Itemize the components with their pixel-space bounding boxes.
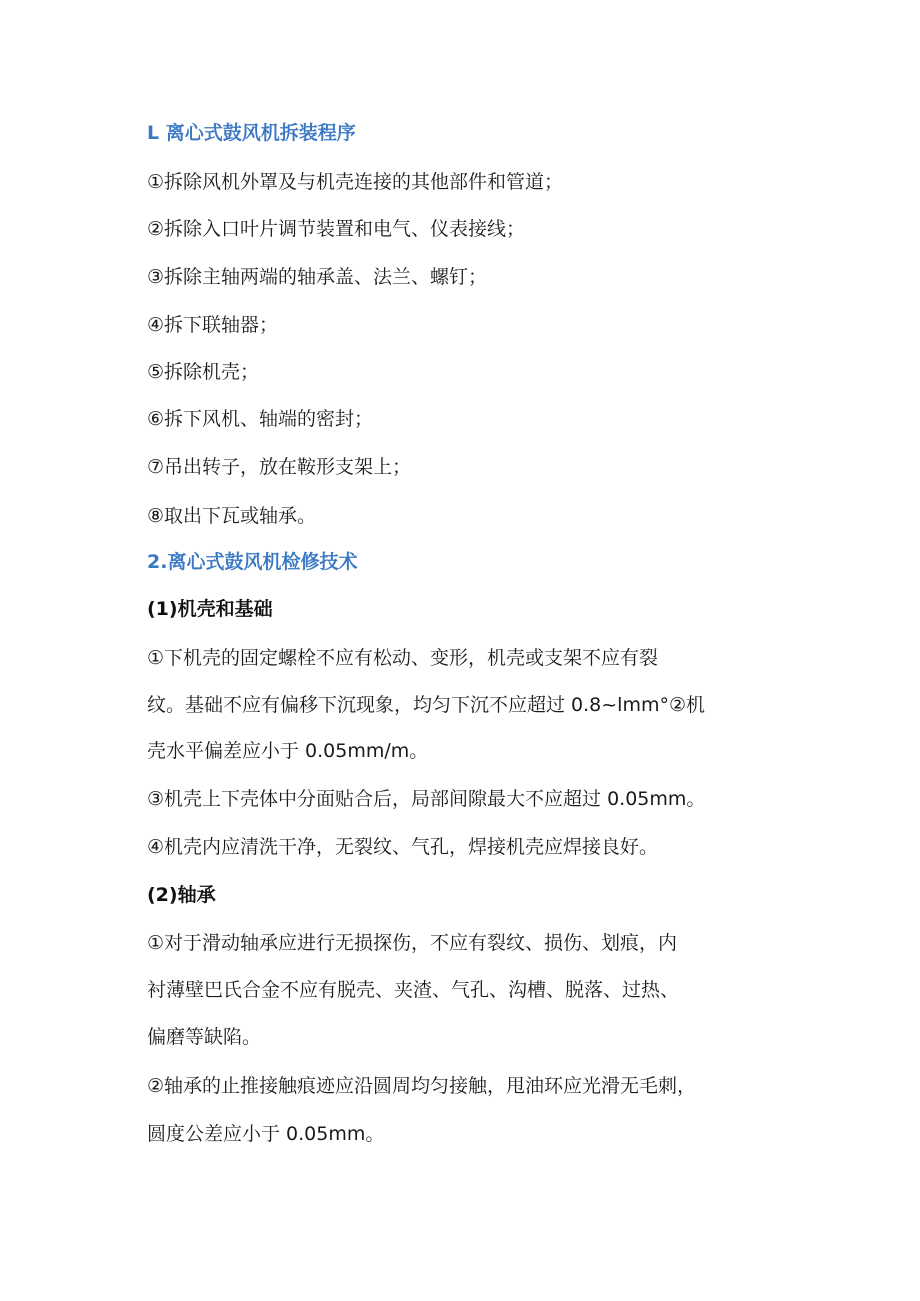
paragraph-line: 衬薄壁巴氏合金不应有脱壳、夹渣、气孔、沟槽、脱落、过热、 [147, 979, 680, 1001]
paragraph-line: ①对于滑动轴承应进行无损探伤，不应有裂纹、损伤、划痕，内 [147, 932, 678, 954]
step-line: ④拆下联轴器； [147, 314, 279, 336]
step-line: ⑤拆除机壳； [147, 361, 260, 383]
paragraph-line: ②轴承的止推接触痕迹应沿圆周均匀接触，甩油环应光滑无毛刺， [147, 1075, 697, 1097]
step-line: ⑦吊出转子，放在鞍形支架上； [147, 456, 412, 478]
step-line: ⑧取出下瓦或轴承。 [147, 505, 317, 527]
section1-title: L 离心式鼓风机拆装程序 [147, 122, 356, 144]
paragraph-line: 壳水平偏差应小于 0.05mm∕m。 [147, 740, 429, 762]
step-line: ②拆除入口叶片调节装置和电气、仪表接线； [147, 218, 526, 240]
subsection-title-bearing: (2)轴承 [147, 884, 216, 906]
paragraph-line: 纹。基础不应有偏移下沉现象，均匀下沉不应超过 0.8~lmm°②机 [147, 694, 706, 716]
step-line: ③拆除主轴两端的轴承盖、法兰、螺钉； [147, 266, 488, 288]
step-line: ①拆除风机外罩及与机壳连接的其他部件和管道； [147, 171, 564, 193]
paragraph-line: 偏磨等缺陷。 [147, 1026, 262, 1048]
paragraph-line: ④机壳内应清洗干净，无裂纹、气孔，焊接机壳应焊接良好。 [147, 836, 659, 858]
subsection-title-housing: (1)机壳和基础 [147, 598, 273, 620]
paragraph-line: ③机壳上下壳体中分面贴合后，局部间隙最大不应超过 0.05mm。 [147, 788, 706, 810]
paragraph-line: ①下机壳的固定螺栓不应有松动、变形，机壳或支架不应有裂 [147, 647, 659, 669]
step-line: ⑥拆下风机、轴端的密封； [147, 408, 374, 430]
paragraph-line: 圆度公差应小于 0.05mm。 [147, 1123, 385, 1145]
section2-title: 2.离心式鼓风机检修技术 [147, 551, 358, 573]
